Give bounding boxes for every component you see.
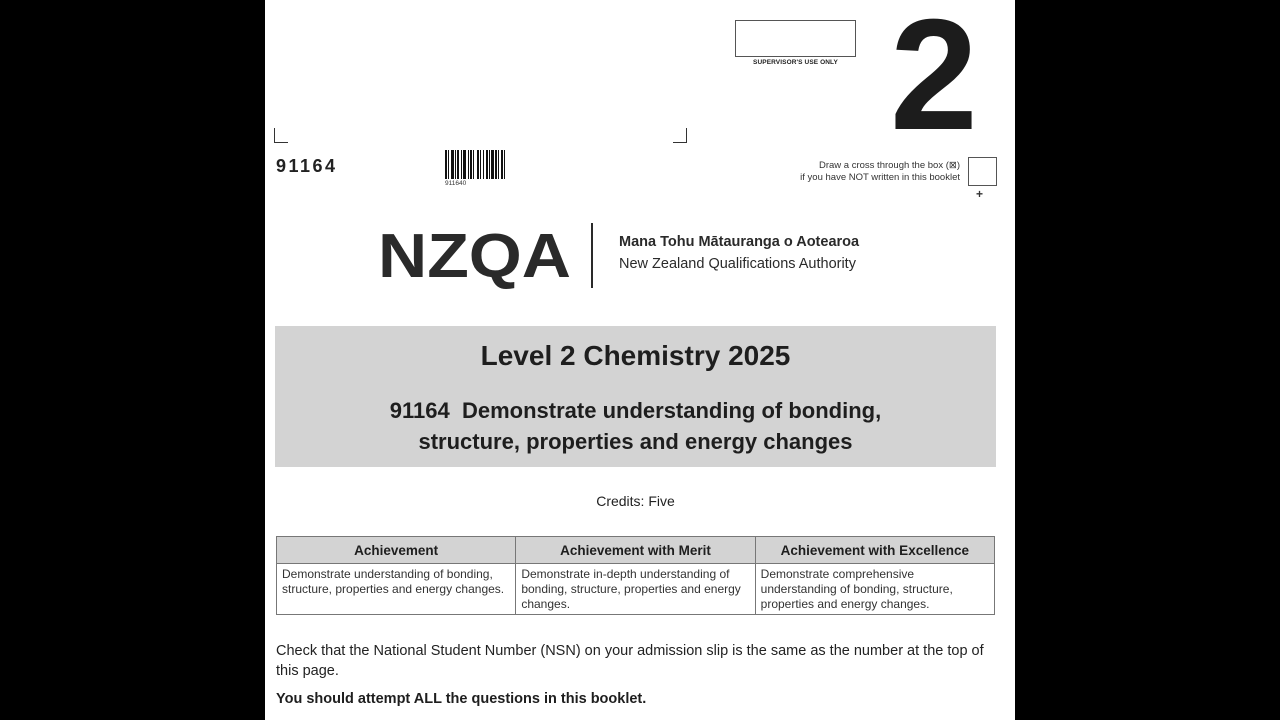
cross-instruction-line2: if you have NOT written in this booklet (800, 172, 960, 183)
standard-title (275, 395, 996, 457)
crop-mark-left (274, 128, 288, 143)
maori-org-name: Mana Tohu Mātauranga o Aotearoa (619, 234, 860, 250)
attempt-all-instruction: You should attempt ALL the questions in this booklet. (276, 691, 647, 707)
achievement-table (276, 536, 995, 615)
standard-title-line1: 91164 Demonstrate understanding of bonding, (389, 398, 882, 423)
table-row (277, 564, 995, 615)
level-number: 2 (890, 0, 978, 163)
english-org-name: New Zealand Qualifications Authority (619, 256, 856, 272)
cross-instruction-line1: Draw a cross through the box (⊠) (818, 160, 960, 171)
header-achievement: Achievement (277, 537, 516, 564)
credits: Credits: Five (596, 493, 675, 509)
cell-achievement: Demonstrate understanding of bonding, structure, properties and energy changes. (277, 564, 516, 615)
logo-divider (591, 223, 593, 288)
not-written-checkbox[interactable] (968, 157, 997, 186)
header-merit: Achievement with Merit (516, 537, 755, 564)
standard-number: 91164 (276, 156, 338, 176)
nzqa-logo (378, 224, 571, 294)
exam-cover-page (265, 0, 1015, 720)
barcode-number: 911640 (445, 180, 467, 187)
barcode (445, 150, 543, 179)
nzqa-logo-text: NZQA (378, 224, 571, 291)
title-band (275, 326, 996, 467)
supervisor-use-label: SUPERVISOR'S USE ONLY (753, 59, 838, 66)
cell-excellence: Demonstrate comprehensive understanding of bonding, structure, properties and energy changes. (755, 564, 994, 615)
cross-instruction (735, 160, 960, 184)
table-header-row (277, 537, 995, 564)
nsn-instruction: Check that the National Student Number (NSN) on your admission slip is the same as the number at the top of this page. (276, 643, 984, 679)
crop-mark-right (673, 128, 687, 143)
plus-mark: + (976, 187, 984, 201)
exam-title: Level 2 Chemistry 2025 (480, 340, 791, 371)
header-excellence: Achievement with Excellence (755, 537, 994, 564)
cell-merit: Demonstrate in-depth understanding of bonding, structure, properties and energy changes. (516, 564, 755, 615)
standard-title-line2: structure, properties and energy changes (418, 429, 853, 454)
supervisor-use-box (735, 20, 856, 57)
